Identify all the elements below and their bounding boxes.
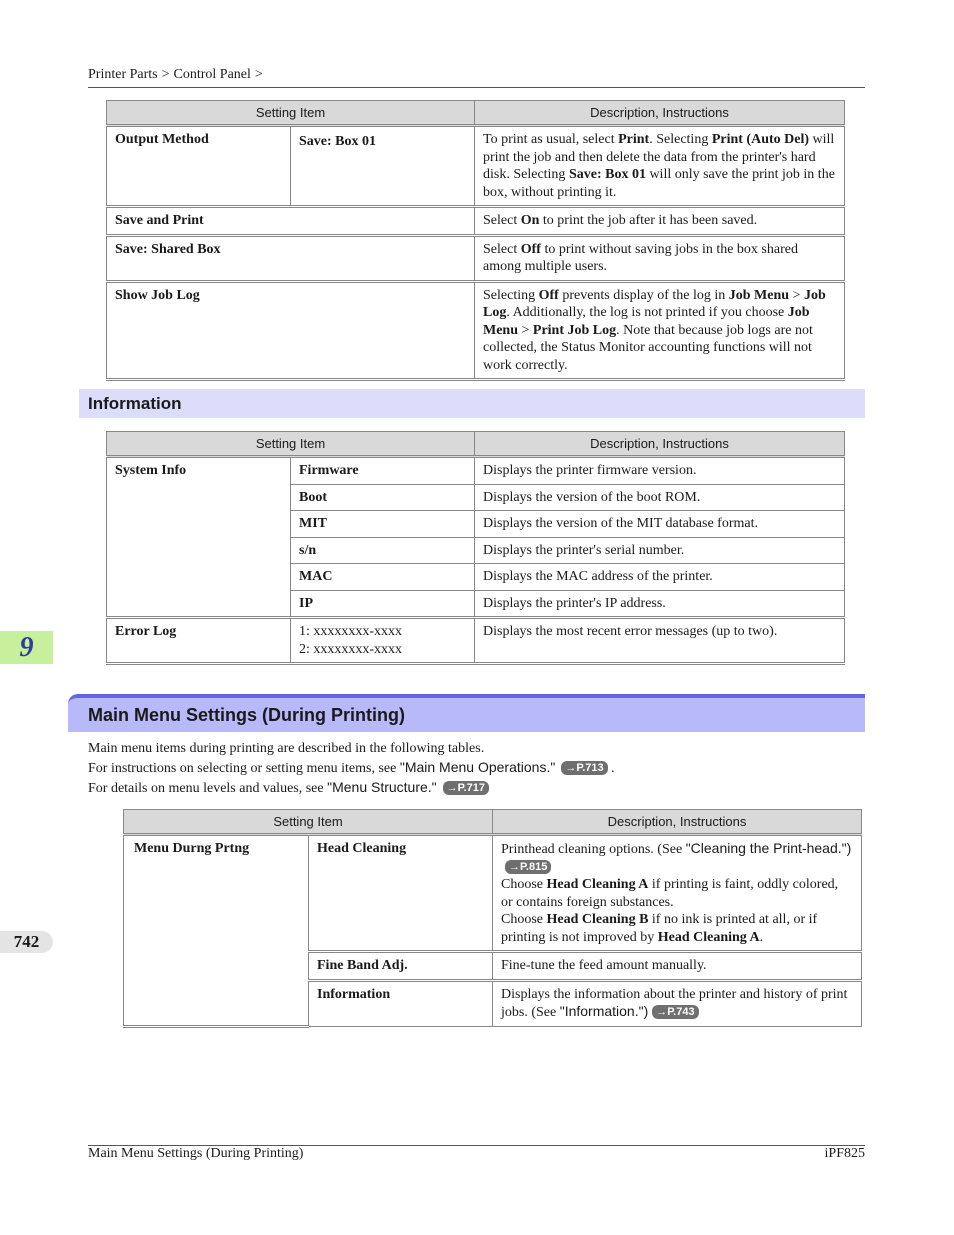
intro-line	[88, 740, 615, 758]
settings-table-information	[106, 431, 845, 665]
link-menu-structure[interactable]: "Menu Structure."	[327, 779, 437, 795]
text-run: Select	[483, 241, 521, 257]
bold-term: Head Cleaning B	[546, 912, 649, 927]
page-reference-link[interactable]: →P.743	[652, 1005, 698, 1019]
page-number: 742	[0, 931, 53, 953]
header-divider	[88, 87, 865, 88]
chapter-tab[interactable]: 9	[0, 631, 53, 664]
breadcrumb-separator: >	[254, 67, 263, 82]
error-log-values	[291, 618, 475, 664]
text-run: . Selecting	[649, 132, 712, 147]
setting-subitem-cell: Boot	[291, 484, 475, 511]
bold-term: Job Menu	[728, 287, 790, 303]
intro-line	[88, 758, 615, 778]
setting-item-cell: System Info	[107, 457, 291, 618]
bold-term: Print Job Log	[532, 322, 617, 338]
cross-reference-link[interactable]: "Information.")	[559, 1003, 649, 1019]
settings-table-main-menu	[123, 809, 862, 1028]
setting-subitem-cell: MIT	[291, 511, 475, 538]
text-run: >	[789, 287, 804, 303]
setting-item-cell: Save: Shared Box	[107, 235, 475, 281]
text-run: to print the job after it has been saved.	[539, 213, 758, 228]
intro-text: For details on menu levels and values, see	[88, 781, 328, 796]
intro-line	[88, 778, 615, 798]
column-header-description: Description, Instructions	[493, 810, 862, 835]
description-cell	[475, 281, 845, 380]
link-main-menu-operations[interactable]: "Main Menu Operations."	[399, 759, 556, 775]
cross-reference-link[interactable]: "Cleaning the Print-head.")	[685, 840, 852, 856]
intro-text: Main menu items during printing are described in the following tables.	[88, 741, 485, 756]
bold-term: Head Cleaning A	[546, 877, 649, 892]
text-run: Selecting	[483, 287, 539, 303]
setting-subitem-cell: Save: Box 01	[291, 126, 475, 207]
bold-term: Head Cleaning A	[657, 929, 760, 945]
bold-term: Print (Auto Del)	[711, 132, 810, 147]
description-cell	[475, 207, 845, 236]
intro-text: .	[607, 761, 615, 776]
setting-item-cell: Show Job Log	[107, 281, 475, 380]
text-run: will only save the print job in the box, without printing it.	[483, 167, 835, 200]
setting-item-cell: Output Method	[107, 126, 291, 207]
bold-term: Job Log	[483, 287, 826, 320]
bold-term: Job Menu	[483, 305, 810, 338]
breadcrumb-separator: >	[161, 67, 170, 82]
column-header-setting-item: Setting Item	[107, 101, 475, 126]
bold-term: Off	[538, 287, 559, 303]
column-header-description: Description, Instructions	[475, 432, 845, 457]
text-run: Choose	[501, 877, 547, 892]
section-heading-information: Information	[79, 389, 865, 418]
setting-item-cell: Save and Print	[107, 207, 475, 236]
description-cell: Displays the version of the boot ROM.	[475, 484, 845, 511]
setting-subitem-cell: IP	[291, 590, 475, 618]
text-run: To print as usual, select	[483, 132, 619, 147]
description-cell	[493, 952, 862, 981]
description-cell: Displays the most recent error messages (up to two).	[475, 618, 845, 664]
description-cell: Displays the MAC address of the printer.	[475, 564, 845, 591]
text-run: Fine-tune the feed amount manually.	[501, 958, 707, 973]
text-run: will print the job and then delete the data from the printer's hard disk. Selecting	[483, 132, 835, 182]
description-cell	[493, 980, 862, 1026]
footer-section-title: Main Menu Settings (During Printing)	[88, 1146, 304, 1161]
text-run: Select	[483, 213, 521, 228]
setting-subitem-cell: Information	[309, 980, 493, 1026]
footer-model-name: iPF825	[824, 1146, 865, 1161]
description-cell	[475, 235, 845, 281]
text-run: if no ink is printed at all, or if printing is not improved by	[501, 912, 818, 945]
bold-term: On	[520, 213, 540, 228]
text-run: . Additionally, the log is not printed if you choose	[506, 305, 788, 320]
setting-subitem-cell: MAC	[291, 564, 475, 591]
description-cell	[475, 126, 845, 207]
text-run: prevents display of the log in	[558, 287, 729, 303]
bold-term: Off	[520, 241, 541, 257]
text-run: .	[759, 929, 764, 945]
breadcrumb-item[interactable]: Printer Parts	[88, 67, 158, 82]
bold-term: Print	[618, 132, 650, 147]
intro-paragraph	[88, 740, 615, 798]
text-run: Displays the information about the printer and history of print jobs. (See	[501, 986, 848, 1020]
description-cell: Displays the printer firmware version.	[475, 457, 845, 485]
breadcrumb	[88, 67, 267, 83]
text-run: Printhead cleaning options. (See	[501, 842, 686, 857]
page-reference-link[interactable]: →P.717	[443, 781, 489, 795]
description-cell: Displays the printer's IP address.	[475, 590, 845, 618]
text-run: Choose	[501, 912, 547, 927]
text-run: to print without saving jobs in the box shared among multiple users.	[483, 241, 798, 274]
description-cell: Displays the version of the MIT database format.	[475, 511, 845, 538]
settings-table-output	[106, 100, 845, 381]
text-run: . Note that because job logs are not collected, the Status Monitor accounting functions will not work correctly.	[483, 322, 813, 373]
column-header-description: Description, Instructions	[475, 101, 845, 126]
setting-subitem-cell: Firmware	[291, 457, 475, 485]
description-cell	[493, 835, 862, 952]
setting-item-cell: Menu Durng Prtng	[124, 835, 309, 1027]
setting-item-cell: Error Log	[107, 618, 291, 664]
column-header-setting-item: Setting Item	[107, 432, 475, 457]
bold-term: Save: Box 01	[568, 167, 646, 182]
text-run: >	[518, 322, 533, 338]
column-header-setting-item: Setting Item	[124, 810, 493, 835]
description-cell: Displays the printer's serial number.	[475, 537, 845, 564]
page-reference-link[interactable]: →P.713	[561, 761, 607, 775]
section-heading-main-menu-settings: Main Menu Settings (During Printing)	[68, 694, 865, 732]
breadcrumb-item[interactable]: Control Panel	[173, 67, 251, 82]
setting-subitem-cell: Head Cleaning	[309, 835, 493, 952]
page-reference-link[interactable]: →P.815	[505, 860, 551, 874]
error-log-value: 2: xxxxxxxx-xxxx	[299, 641, 403, 657]
setting-subitem-cell: s/n	[291, 537, 475, 564]
setting-subitem-cell: Fine Band Adj.	[309, 952, 493, 981]
intro-text: For instructions on selecting or setting menu items, see	[88, 761, 400, 776]
text-run: if printing is faint, oddly colored, or contains foreign substances.	[501, 877, 839, 910]
error-log-value: 1: xxxxxxxx-xxxx	[299, 624, 403, 639]
